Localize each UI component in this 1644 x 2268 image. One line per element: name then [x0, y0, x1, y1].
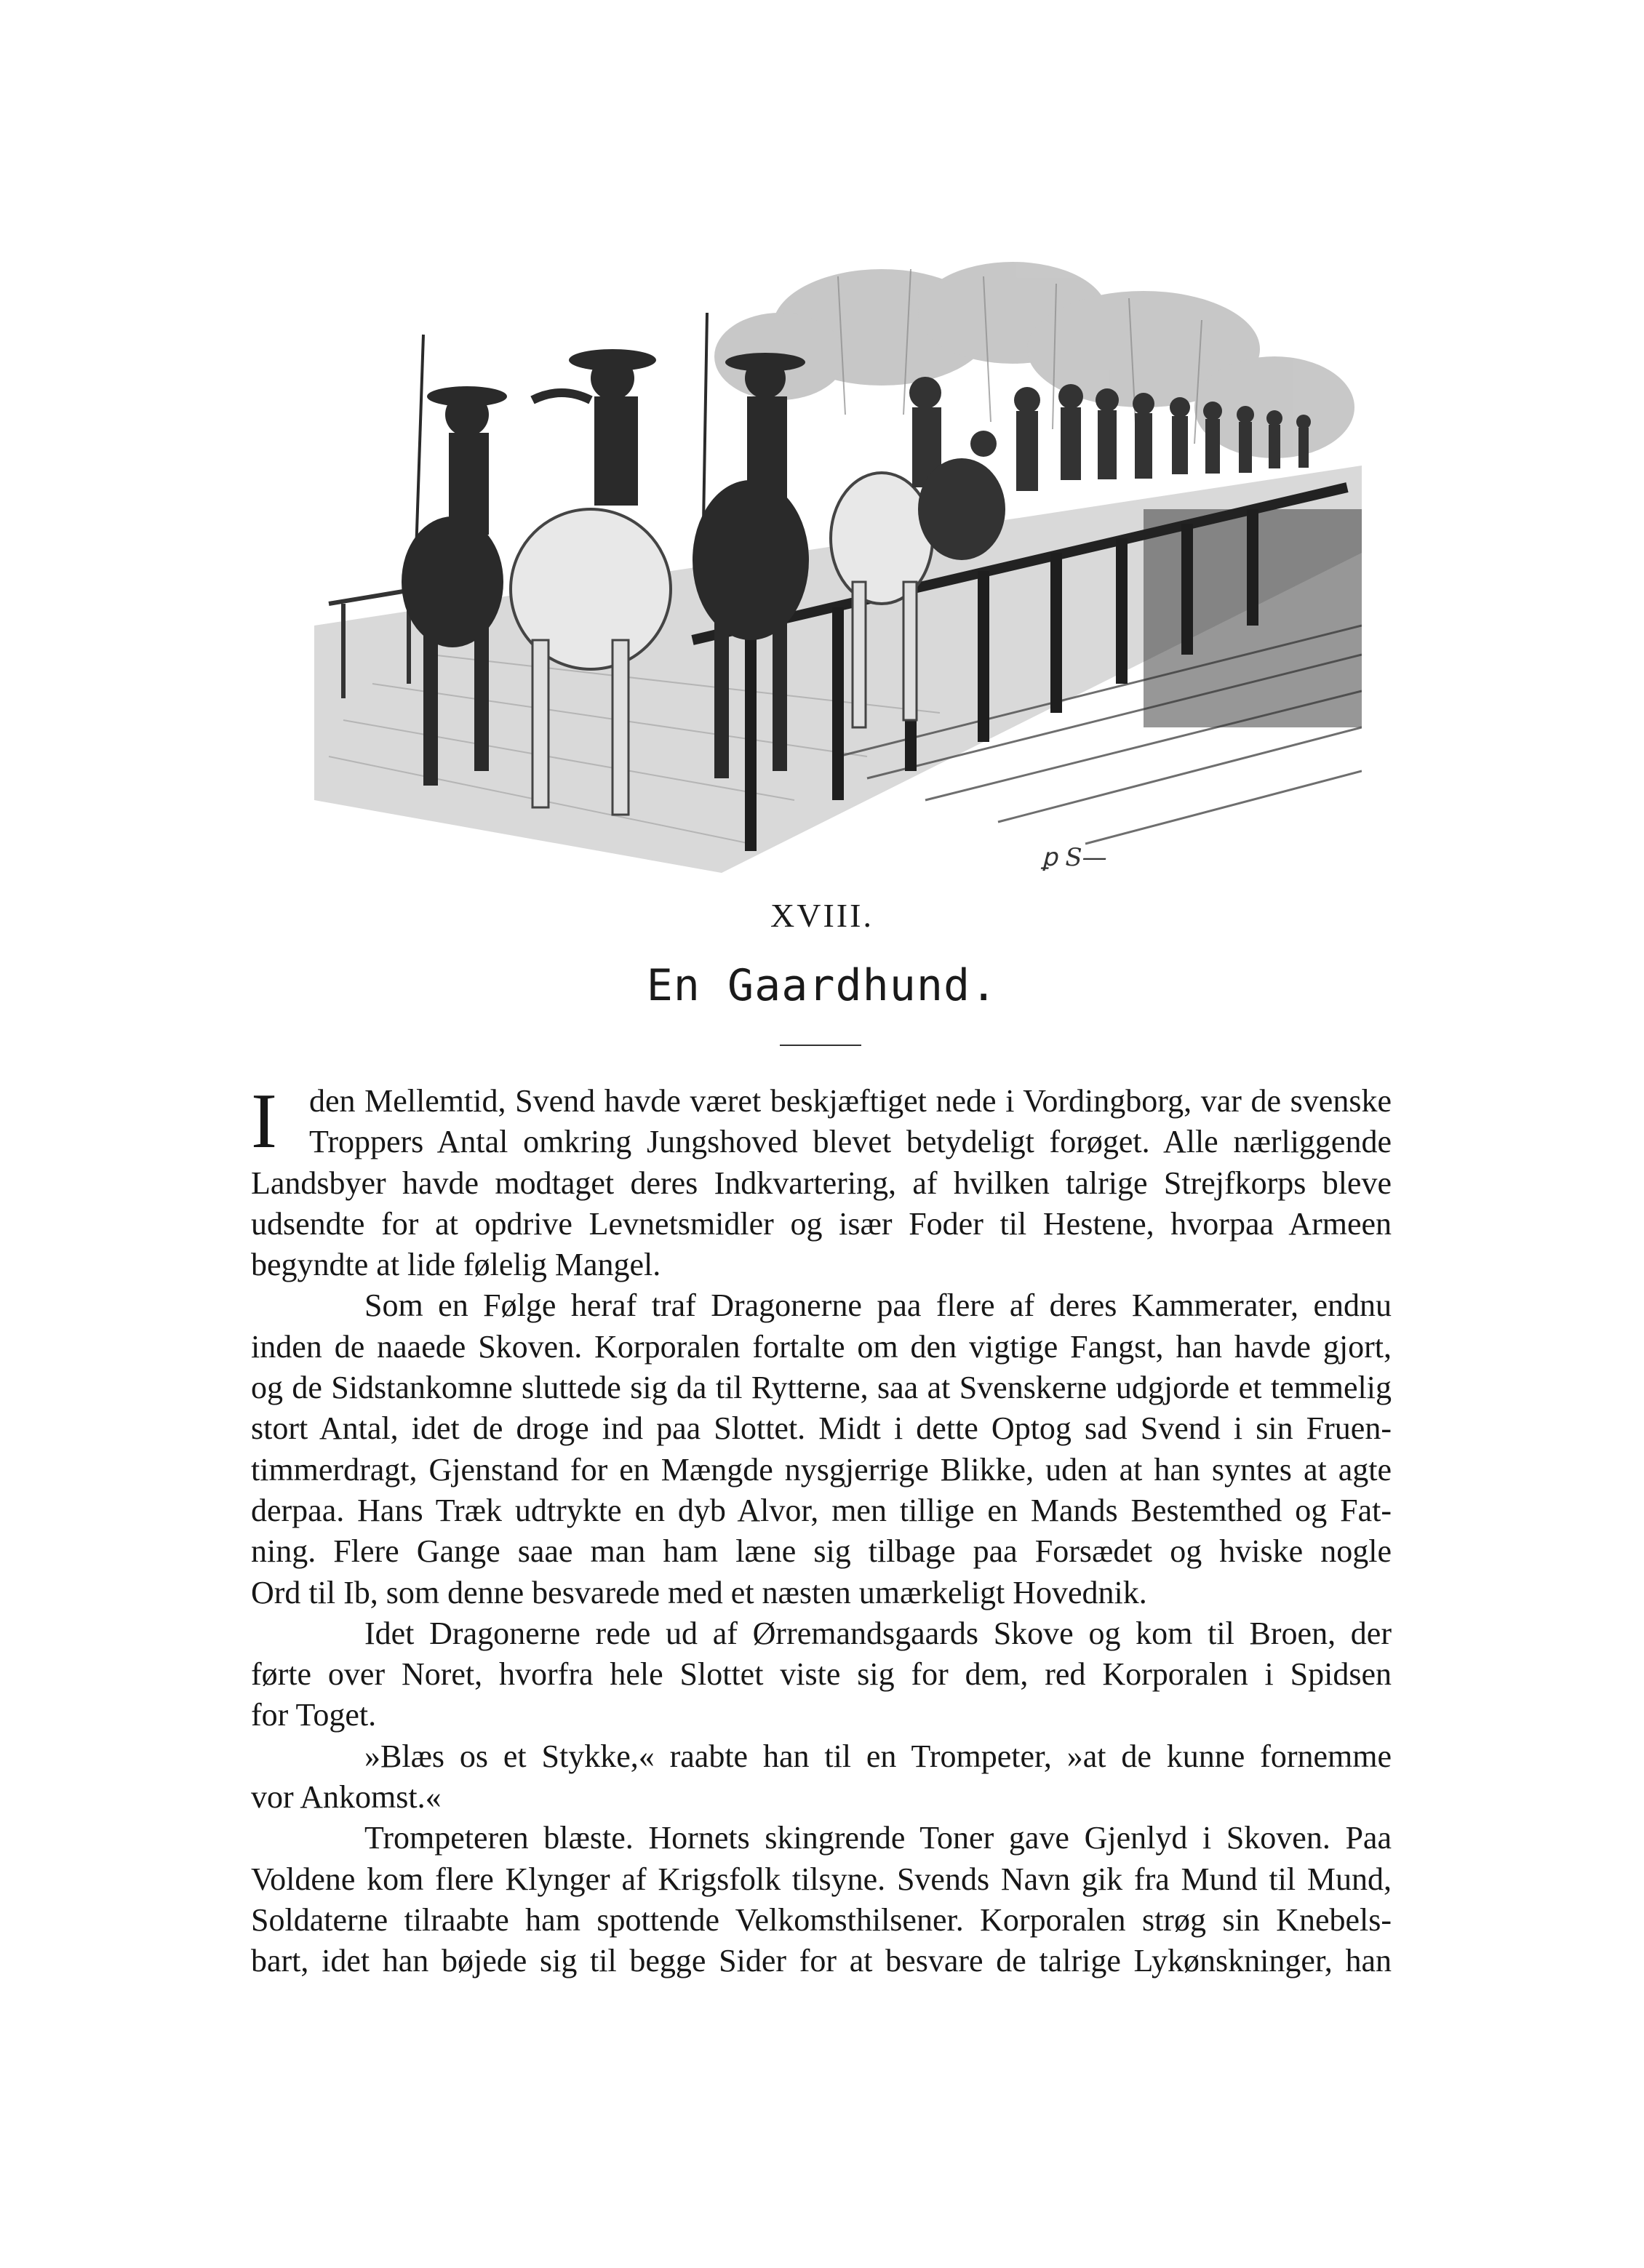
illustration — [285, 247, 1362, 873]
text-line: Ord til Ib, som denne besvarede med et næsten umærkeligt Hovednik. — [251, 1574, 1147, 1610]
text-line: Idet Dragonerne rede ud af Ørremandsgaards Skove og kom til Broen, der — [364, 1615, 1392, 1651]
text-line: timmerdragt, Gjenstand for en Mængde nysgjerrige Blikke, uden at han syntes at agte — [251, 1451, 1392, 1488]
drop-cap: I — [251, 1078, 277, 1165]
text-line: begyndte at lide følelig Mangel. — [251, 1247, 661, 1283]
paragraph-4 — [251, 1736, 1392, 1818]
text-line: for Toget. — [251, 1697, 377, 1733]
text-line: ning. Flere Gange saae man ham læne sig tilbage paa Forsædet og hviske nogle — [251, 1533, 1392, 1570]
text-line: Som en Følge heraf traf Dragonerne paa flere af deres Kammerater, endnu — [364, 1287, 1392, 1324]
text-line: Soldaterne tilraabte ham spottende Velkomsthilsener. Korporalen strøg sin Knebels- — [251, 1901, 1392, 1938]
text-line: Trompeteren blæste. Hornets skingrende Toner gave Gjenlyd i Skoven. Paa — [364, 1820, 1392, 1856]
text-line: inden de naaede Skoven. Korporalen fortalte om den vigtige Fangst, han havde gjort, — [251, 1328, 1392, 1365]
paragraph-2 — [251, 1285, 1392, 1613]
text-line: og de Sidstankomne sluttede sig da til Rytterne, saa at Svenskerne udgjorde et temmelig — [251, 1370, 1392, 1406]
chapter-title: En Gaardhund. — [646, 960, 998, 1011]
paragraph-1 — [251, 1078, 1392, 1285]
body-text — [251, 1078, 1392, 1982]
text-line: Troppers Antal omkring Jungshoved blevet betydeligt forøget. Alle nærliggende — [309, 1124, 1392, 1160]
text-line: bart, idet han bøjede sig til begge Sider for at besvare de talrige Lykønskninger, han — [251, 1943, 1392, 1979]
text-line: stort Antal, idet de droge ind paa Slottet. Midt i dette Optog sad Svend i sin Fruen- — [251, 1410, 1392, 1447]
dragoons-on-bridge-engraving-icon — [285, 247, 1362, 873]
text-line: derpaa. Hans Træk udtrykte en dyb Alvor, men tillige en Mands Bestemthed og Fat- — [251, 1492, 1392, 1528]
title-rule — [780, 1045, 861, 1046]
text-line: førte over Noret, hvorfra hele Slottet viste sig for dem, red Korporalen i Spidsen — [251, 1656, 1392, 1693]
text-line: Landsbyer havde modtaget deres Indkvartering, af hvilken talrige Strejfkorps bleve — [251, 1165, 1392, 1201]
text-line: vor Ankomst.« — [251, 1779, 442, 1816]
paragraph-5 — [251, 1818, 1392, 1981]
paragraph-3 — [251, 1613, 1392, 1736]
text-line: udsendte for at opdrive Levnetsmidler og især Foder til Hestene, hvorpaa Armeen — [251, 1205, 1392, 1242]
text-line: den Mellemtid, Svend havde været beskjæftiget nede i Vordingborg, var de svenske — [309, 1083, 1392, 1119]
text-line: »Blæs os et Stykke,« raabte han til en Trompeter, »at de kunne fornemme — [364, 1738, 1392, 1774]
text-line: Voldene kom flere Klynger af Krigsfolk tilsyne. Svends Navn gik fra Mund til Mund, — [251, 1861, 1392, 1897]
illustration-signature: ꝑ S— — [1042, 843, 1107, 872]
chapter-number: XVIII. — [770, 897, 874, 934]
